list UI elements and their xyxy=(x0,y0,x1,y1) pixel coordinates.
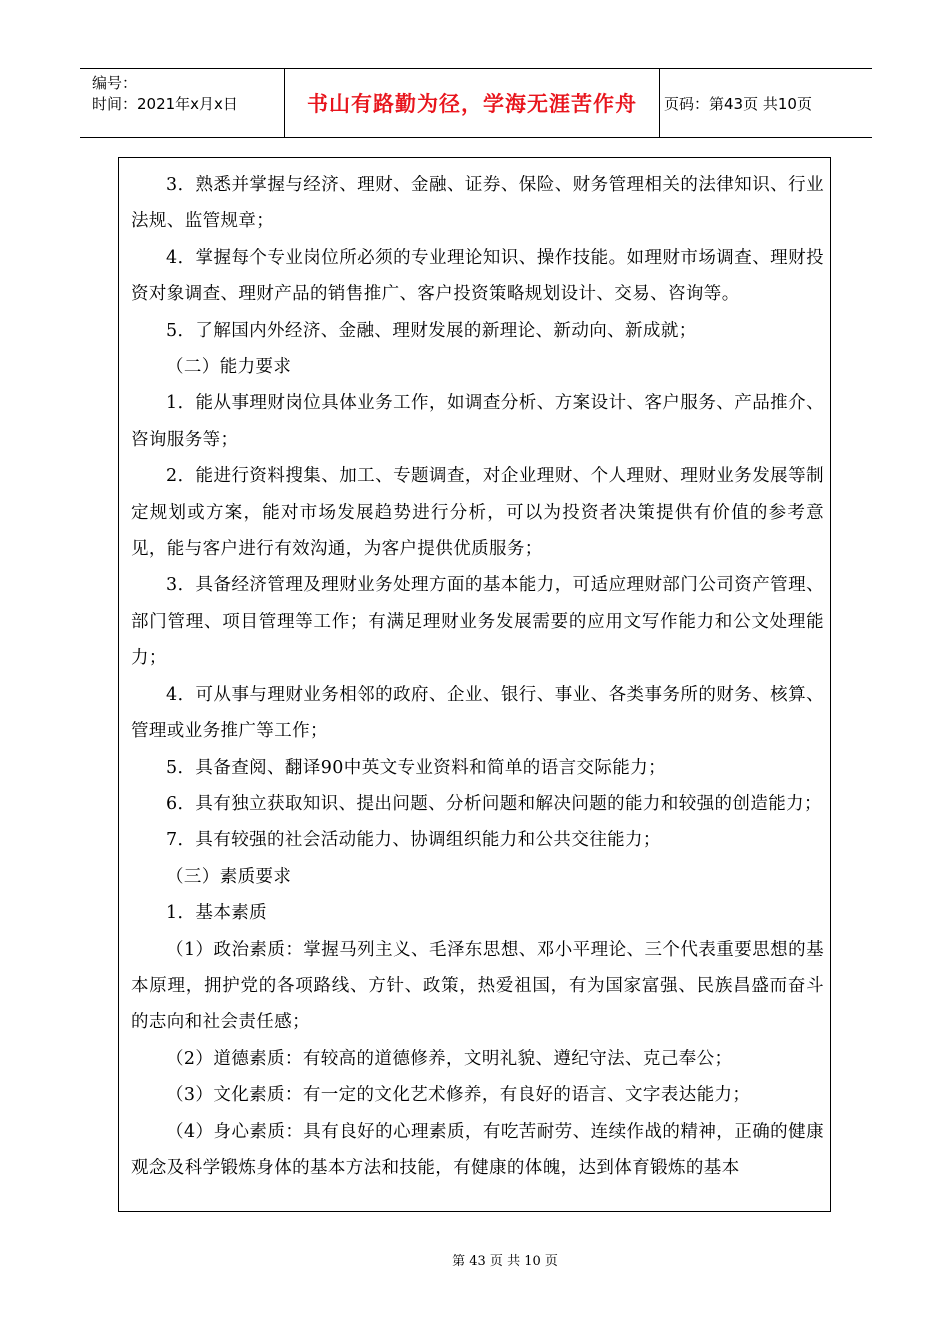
paragraph: （2）道德素质：有较高的道德修养，文明礼貌、遵纪守法、克己奉公； xyxy=(166,1048,733,1069)
section-heading: （二）能力要求 xyxy=(166,357,292,378)
paragraph: （4）身心素质：具有良好的心理素质，有吃苦耐劳、连续作战的精神，正确的健康观念及科学锻炼身体的基本方法和技能，有健康的体魄，达到体育锻炼的基本 xyxy=(131,1121,824,1178)
sub-heading: 1．基本素质 xyxy=(166,903,268,924)
paragraph: 3．熟悉并掌握与经济、理财、金融、证券、保险、财务管理相关的法律知识、行业法规、监管规章； xyxy=(131,175,824,232)
header-motto: 书山有路勤为径，学海无涯苦作舟 xyxy=(284,69,660,137)
paragraph: 5．具备查阅、翻译90中英文专业资料和简单的语言交际能力； xyxy=(166,757,666,778)
section-heading: （三）素质要求 xyxy=(166,866,292,887)
paragraph: 2．能进行资料搜集、加工、专题调查，对企业理财、个人理财、理财业务发展等制定规划或方案，能对市场发展趋势进行分析，可以为投资者决策提供有价值的参考意见，能与客户进行有效沟通，为客户提供优质服务； xyxy=(131,466,824,560)
paragraph: 4．可从事与理财业务相邻的政府、企业、银行、事业、各类事务所的财务、核算、管理或业务推广等工作； xyxy=(131,684,824,742)
page-footer: 第 43 页 共 10 页 xyxy=(452,1254,558,1269)
paragraph: （3）文化素质：有一定的文化艺术修养，有良好的语言、文字表达能力； xyxy=(166,1085,751,1106)
paragraph: 5．了解国内外经济、金融、理财发展的新理论、新动向、新成就； xyxy=(166,320,697,341)
content-box xyxy=(118,157,831,1212)
doc-time: 时间：2021年x月x日 xyxy=(92,95,238,113)
header-page-info: 页码：第43页 共10页 xyxy=(664,94,812,113)
paragraph: （1）政治素质：掌握马列主义、毛泽东思想、邓小平理论、三个代表重要思想的基本原理，拥护党的各项路线、方针、政策，热爱祖国，有为国家富强、民族昌盛而奋斗的志向和社会责任感； xyxy=(131,939,824,1033)
paragraph: 3．具备经济管理及理财业务处理方面的基本能力，可适应理财部门公司资产管理、部门管理、项目管理等工作；有满足理财业务发展需要的应用文写作能力和公文处理能力； xyxy=(131,575,824,669)
paragraph: 4．掌握每个专业岗位所必须的专业理论知识、操作技能。如理财市场调查、理财投资对象调查、理财产品的销售推广、客户投资策略规划设计、交易、咨询等。 xyxy=(131,247,824,305)
page-header xyxy=(80,68,872,138)
header-meta xyxy=(92,73,238,115)
paragraph: 6．具有独立获取知识、提出问题、分析问题和解决问题的能力和较强的创造能力； xyxy=(166,793,822,814)
doc-number: 编号： xyxy=(92,74,138,92)
paragraph: 7．具有较强的社会活动能力、协调组织能力和公共交往能力； xyxy=(166,830,661,851)
paragraph: 1．能从事理财岗位具体业务工作，如调查分析、方案设计、客户服务、产品推介、咨询服务等； xyxy=(131,393,824,450)
